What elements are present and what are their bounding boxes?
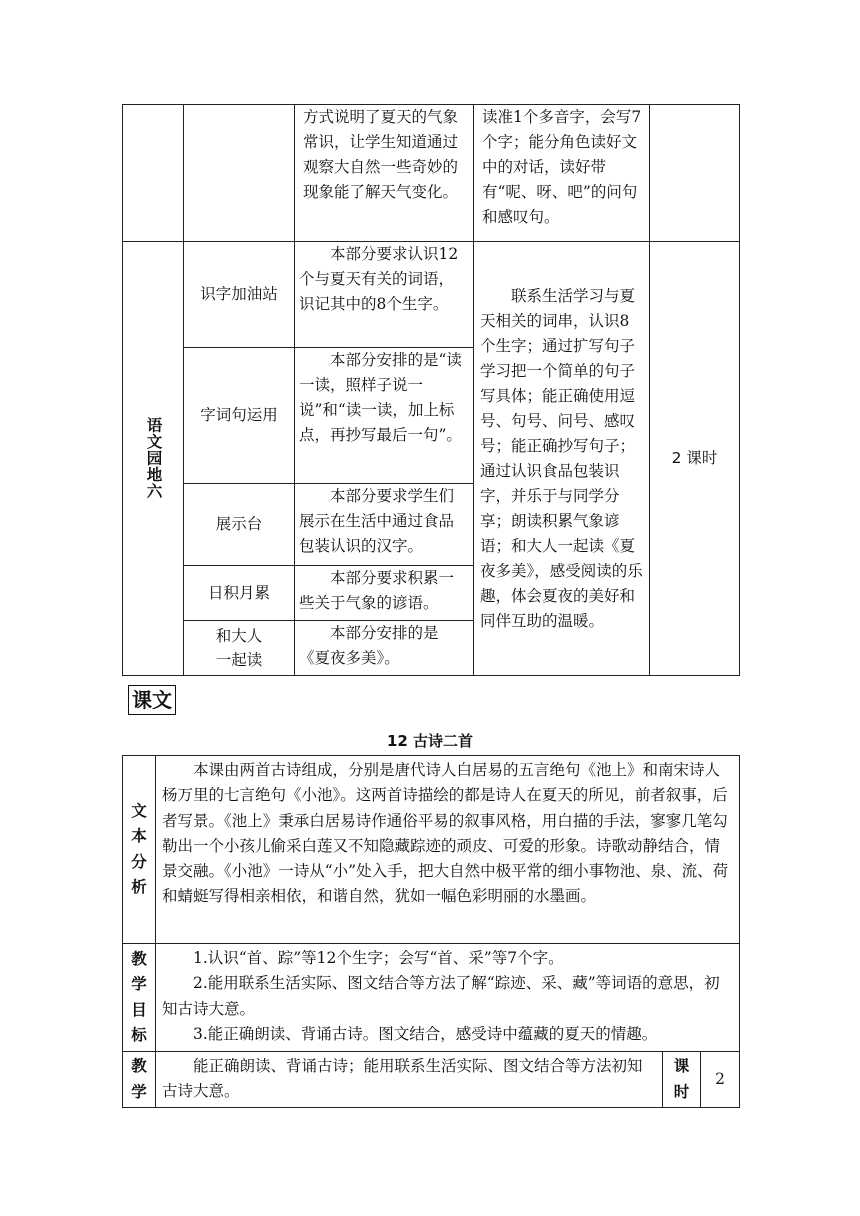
item-name-cell xyxy=(184,621,295,676)
section-heading: 课文 xyxy=(128,685,176,715)
hours-cell xyxy=(650,242,740,676)
hours-label-cell xyxy=(663,1052,701,1108)
content-text: 本部分要求学生们展示在生活中通过食品包装认识的汉字。 xyxy=(299,487,455,555)
item-name-cell xyxy=(184,484,295,566)
goal-item: 3.能正确朗读、背诵古诗。图文结合，感受诗中蕴藏的夏天的情趣。 xyxy=(193,1024,658,1043)
item-name-line2: 一起读 xyxy=(215,651,263,669)
goal-text: 联系生活学习与夏天相关的词串，认识8个生字；通过扩写句子学习把一个简单的句子写具体；能正确使用逗号、句号、问号、感叹号；能正确抄写句子；通过认识食品包装识字，并乐于与同学分享；朗读积累气象谚语；和大人一起读《夏夜多美》，感受阅读的乐趣，体会夏夜的美好和同伴互助的温暖。 xyxy=(480,286,643,630)
content-cell xyxy=(295,242,474,348)
item-name: 字词句运用 xyxy=(200,406,278,424)
unit-label-cell xyxy=(123,242,184,676)
empty-cell xyxy=(184,105,295,242)
content-text: 本部分安排的是“读一读，照样子说一说”和“读一读，加上标点，再抄写最后一句”。 xyxy=(299,351,462,444)
analysis-text: 本课由两首古诗组成，分别是唐代诗人白居易的五言绝句《池上》和南宋诗人杨万里的七言绝句《小池》。这两首诗描绘的都是诗人在夏天的所见，前者叙事，后者写景。《池上》秉承白居易诗作通俗平易的叙事风格，用白描的手法，寥寥几笔勾勒出一个小孩儿偷采白莲又不知隐藏踪迹的顽皮、可爱的形象。诗歌动静结合，情景交融。《小池》一诗从“小”处入手，把大自然中极平常的细小事物池、泉、流、荷和蜻蜓写得相亲相依，和谐自然，犹如一幅色彩明丽的水墨画。 xyxy=(162,761,729,906)
key-label-cell xyxy=(123,1052,156,1108)
hours-label-char: 课 xyxy=(673,1057,690,1076)
goals-cell xyxy=(156,944,740,1052)
goal-item: 1.认识“首、踪”等12个生字；会写“首、采”等7个字。 xyxy=(193,949,564,967)
unit-label: 语文园地六 xyxy=(144,417,163,500)
content-cell xyxy=(295,484,474,566)
table-row xyxy=(123,756,740,944)
hours-label-char: 时 xyxy=(673,1082,690,1101)
goals-label-cell xyxy=(123,944,156,1052)
content-text: 方式说明了夏天的气象常识，让学生知道通过观察大自然一些奇妙的现象能了解天气变化。 xyxy=(303,108,459,201)
table-row xyxy=(123,105,740,242)
table-row xyxy=(123,242,740,348)
analysis-label-char: 析 xyxy=(131,877,147,896)
content-text: 本部分要求积累一些关于气象的谚语。 xyxy=(299,569,455,612)
item-name: 识字加油站 xyxy=(200,285,278,303)
goals-label-char: 标 xyxy=(131,1025,147,1044)
content-text: 本部分安排的是《夏夜多美》。 xyxy=(299,624,439,667)
lesson-plan-table xyxy=(122,755,740,1108)
key-label-char: 学 xyxy=(131,1082,147,1101)
lesson-title: 12 古诗二首 xyxy=(386,732,474,750)
content-cell xyxy=(295,566,474,621)
item-name-cell xyxy=(184,242,295,348)
goal-item: 2.能用联系生活实际、图文结合等方法了解“踪迹、采、藏”等词语的意思，初知古诗大意。 xyxy=(162,974,720,1018)
hours-value: 2 xyxy=(715,1069,725,1088)
item-name-line1: 和大人 xyxy=(215,627,263,645)
hours-text: 2 课时 xyxy=(671,449,718,467)
key-cell xyxy=(156,1052,663,1108)
item-name-cell xyxy=(184,348,295,484)
unit-plan-table xyxy=(122,104,740,676)
content-cell xyxy=(295,348,474,484)
key-text: 能正确朗读、背诵古诗；能用联系生活实际、图文结合等方法初知古诗大意。 xyxy=(162,1057,643,1101)
empty-cell xyxy=(650,105,740,242)
content-cell xyxy=(295,621,474,676)
goals-label-char: 教 xyxy=(131,949,147,968)
analysis-label-char: 分 xyxy=(131,852,147,871)
item-name-cell xyxy=(184,566,295,621)
analysis-label-char: 本 xyxy=(131,827,147,846)
goals-label-char: 学 xyxy=(131,975,147,994)
goals-label-char: 目 xyxy=(131,1000,147,1019)
analysis-label-cell xyxy=(123,756,156,944)
item-name: 展示台 xyxy=(215,515,263,533)
key-label-char: 教 xyxy=(131,1057,147,1076)
goal-text: 读准1个多音字，会写7个字；能分角色读好文中的对话，读好带有“呢、呀、吧”的问句和感叹句。 xyxy=(482,108,642,226)
goal-cell xyxy=(474,242,650,676)
content-text: 本部分要求认识12个与夏天有关的词语，识记其中的8个生字。 xyxy=(299,245,459,313)
analysis-cell xyxy=(156,756,740,944)
table-row xyxy=(123,944,740,1052)
item-name: 日积月累 xyxy=(207,583,270,602)
goal-cell xyxy=(474,105,650,242)
table-row xyxy=(123,1052,740,1108)
empty-cell xyxy=(123,105,184,242)
content-cell xyxy=(295,105,474,242)
hours-value-cell xyxy=(701,1052,740,1108)
analysis-label-char: 文 xyxy=(131,801,147,820)
